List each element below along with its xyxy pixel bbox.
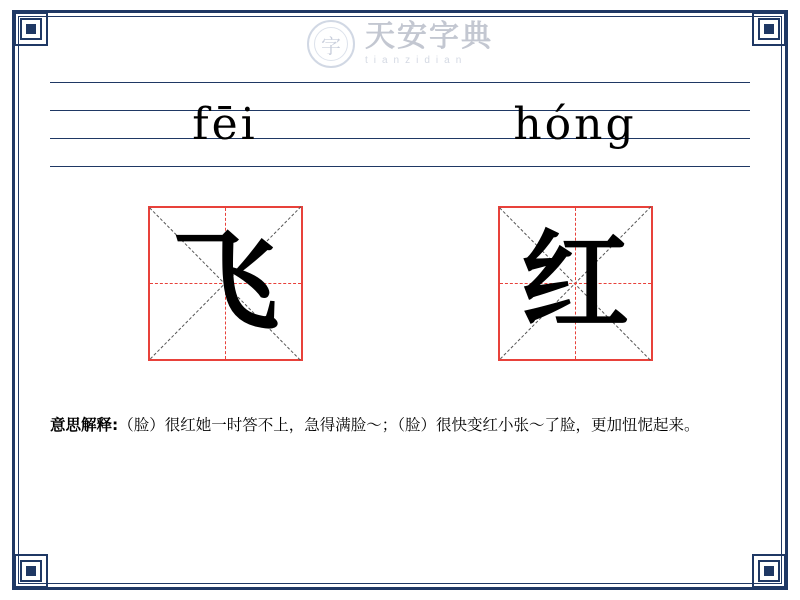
character-glyph-2: 红 (520, 220, 629, 345)
pinyin-row (50, 82, 750, 166)
corner-ornament-bottom-left (14, 554, 48, 588)
meaning-section (50, 412, 742, 439)
character-row (50, 200, 750, 366)
meaning-label: 意思解释: (50, 416, 119, 434)
tianzige-grid-1 (148, 206, 303, 361)
brand-text (365, 19, 493, 66)
brand-name-cn: 天安字典 (365, 19, 493, 54)
tianzige-grid-2 (498, 206, 653, 361)
brand-watermark (0, 18, 800, 70)
character-cell-1 (50, 200, 400, 366)
pinyin-2: hóng (513, 98, 637, 150)
pinyin-staff (50, 82, 750, 168)
staff-line-4 (50, 166, 750, 167)
character-cell-2 (400, 200, 750, 366)
pinyin-1: fēi (192, 98, 258, 150)
corner-ornament-bottom-right (752, 554, 786, 588)
brand-name-en: tianzidian (365, 55, 468, 66)
character-glyph-1: 飞 (170, 220, 279, 345)
seal-icon (307, 20, 355, 68)
seal-glyph: 字 (321, 33, 341, 58)
meaning-text: （脸）很红她一时答不上，急得满脸～；（脸）很快变红小张～了脸，更加忸怩起来。 (118, 416, 700, 434)
